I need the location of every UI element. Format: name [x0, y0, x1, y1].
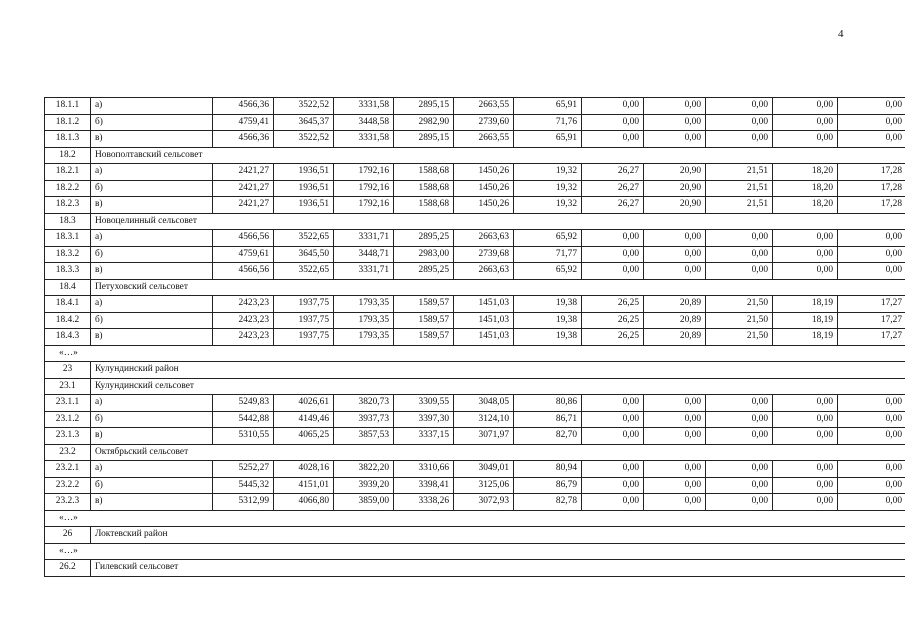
- value-cell: 5445,32: [213, 477, 274, 494]
- value-cell: 0,00: [706, 461, 773, 478]
- table-row: [45, 180, 905, 197]
- table-row: [45, 329, 905, 346]
- row-variant: а): [91, 296, 213, 313]
- row-variant: а): [91, 230, 213, 247]
- value-cell: 0,00: [644, 114, 706, 131]
- table-row: [45, 296, 905, 313]
- value-cell: 0,00: [773, 246, 838, 263]
- section-row: [45, 560, 905, 577]
- section-name: Новоцелинный сельсовет: [91, 213, 905, 230]
- value-cell: 3937,73: [334, 411, 394, 428]
- row-variant: б): [91, 246, 213, 263]
- value-cell: 3049,01: [454, 461, 514, 478]
- value-cell: 20,90: [644, 164, 706, 181]
- value-cell: 3331,71: [334, 230, 394, 247]
- value-cell: 86,71: [514, 411, 582, 428]
- value-cell: 0,00: [838, 263, 905, 280]
- section-name: Октябрьский сельсовет: [91, 444, 905, 461]
- value-cell: 0,00: [644, 494, 706, 511]
- value-cell: 3048,05: [454, 395, 514, 412]
- value-cell: 0,00: [838, 477, 905, 494]
- value-cell: 3859,00: [334, 494, 394, 511]
- table-row: [45, 114, 905, 131]
- value-cell: 1937,75: [274, 296, 334, 313]
- value-cell: 0,00: [838, 230, 905, 247]
- value-cell: 2663,63: [454, 230, 514, 247]
- section-row: [45, 362, 905, 379]
- section-name: Кулундинский сельсовет: [91, 378, 905, 395]
- value-cell: 1793,35: [334, 329, 394, 346]
- value-cell: 0,00: [706, 477, 773, 494]
- value-cell: 3071,97: [454, 428, 514, 445]
- value-cell: 21,50: [706, 296, 773, 313]
- value-cell: 2739,60: [454, 114, 514, 131]
- value-cell: 0,00: [838, 114, 905, 131]
- row-code: 23.1.1: [45, 395, 91, 412]
- value-cell: 0,00: [706, 230, 773, 247]
- ellipsis-text: «…»: [45, 543, 905, 560]
- value-cell: 0,00: [706, 494, 773, 511]
- value-cell: 1936,51: [274, 164, 334, 181]
- value-cell: 3398,41: [394, 477, 454, 494]
- table-row: [45, 494, 905, 511]
- section-row: [45, 378, 905, 395]
- row-code: 18.4.1: [45, 296, 91, 313]
- value-cell: 65,92: [514, 230, 582, 247]
- value-cell: 26,27: [582, 180, 644, 197]
- value-cell: 19,32: [514, 164, 582, 181]
- row-code: 18.3.2: [45, 246, 91, 263]
- row-variant: в): [91, 329, 213, 346]
- value-cell: 17,28: [838, 180, 905, 197]
- value-cell: 1450,26: [454, 197, 514, 214]
- row-variant: а): [91, 98, 213, 115]
- value-cell: 0,00: [706, 395, 773, 412]
- value-cell: 3331,58: [334, 131, 394, 148]
- value-cell: 18,19: [773, 312, 838, 329]
- value-cell: 0,00: [582, 246, 644, 263]
- value-cell: 2423,23: [213, 296, 274, 313]
- value-cell: 0,00: [838, 395, 905, 412]
- value-cell: 21,51: [706, 180, 773, 197]
- value-cell: 4151,01: [274, 477, 334, 494]
- section-row: [45, 444, 905, 461]
- value-cell: 19,32: [514, 180, 582, 197]
- row-code: 23.1.3: [45, 428, 91, 445]
- tariff-table: [44, 97, 905, 577]
- value-cell: 0,00: [644, 230, 706, 247]
- value-cell: 65,92: [514, 263, 582, 280]
- value-cell: 2663,63: [454, 263, 514, 280]
- value-cell: 4566,36: [213, 131, 274, 148]
- value-cell: 0,00: [706, 98, 773, 115]
- ellipsis-text: «…»: [45, 345, 905, 362]
- value-cell: 0,00: [582, 494, 644, 511]
- value-cell: 0,00: [706, 428, 773, 445]
- row-variant: б): [91, 114, 213, 131]
- table-row: [45, 230, 905, 247]
- value-cell: 5252,27: [213, 461, 274, 478]
- value-cell: 4566,36: [213, 98, 274, 115]
- value-cell: 0,00: [644, 98, 706, 115]
- value-cell: 86,79: [514, 477, 582, 494]
- value-cell: 18,20: [773, 164, 838, 181]
- table-row: [45, 428, 905, 445]
- value-cell: 21,51: [706, 164, 773, 181]
- section-code: 23: [45, 362, 91, 379]
- table-row: [45, 461, 905, 478]
- row-code: 23.1.2: [45, 411, 91, 428]
- value-cell: 1451,03: [454, 329, 514, 346]
- table-row: [45, 477, 905, 494]
- value-cell: 5249,83: [213, 395, 274, 412]
- row-code: 18.2.2: [45, 180, 91, 197]
- value-cell: 0,00: [644, 395, 706, 412]
- value-cell: 20,89: [644, 312, 706, 329]
- value-cell: 18,19: [773, 296, 838, 313]
- value-cell: 26,25: [582, 329, 644, 346]
- section-name: Петуховский сельсовет: [91, 279, 905, 296]
- section-row: [45, 527, 905, 544]
- value-cell: 2421,27: [213, 197, 274, 214]
- value-cell: 80,86: [514, 395, 582, 412]
- row-variant: б): [91, 411, 213, 428]
- value-cell: 4566,56: [213, 230, 274, 247]
- page-number: 4: [838, 28, 844, 40]
- value-cell: 2423,23: [213, 312, 274, 329]
- value-cell: 1588,68: [394, 180, 454, 197]
- value-cell: 5310,55: [213, 428, 274, 445]
- value-cell: 4759,61: [213, 246, 274, 263]
- value-cell: 2895,25: [394, 263, 454, 280]
- section-name: Кулундинский район: [91, 362, 905, 379]
- row-variant: б): [91, 477, 213, 494]
- value-cell: 0,00: [773, 98, 838, 115]
- value-cell: 2895,15: [394, 98, 454, 115]
- value-cell: 3124,10: [454, 411, 514, 428]
- value-cell: 1451,03: [454, 296, 514, 313]
- row-variant: в): [91, 494, 213, 511]
- value-cell: 3645,50: [274, 246, 334, 263]
- value-cell: 3338,26: [394, 494, 454, 511]
- row-variant: в): [91, 197, 213, 214]
- value-cell: 0,00: [706, 411, 773, 428]
- value-cell: 0,00: [582, 395, 644, 412]
- table-row: [45, 131, 905, 148]
- value-cell: 1589,57: [394, 296, 454, 313]
- value-cell: 0,00: [838, 246, 905, 263]
- value-cell: 0,00: [582, 428, 644, 445]
- value-cell: 65,91: [514, 98, 582, 115]
- value-cell: 3337,15: [394, 428, 454, 445]
- row-variant: в): [91, 263, 213, 280]
- value-cell: 1792,16: [334, 164, 394, 181]
- section-code: 18.4: [45, 279, 91, 296]
- ellipsis-row: [45, 345, 905, 362]
- section-name: Локтевский район: [91, 527, 905, 544]
- value-cell: 0,00: [644, 461, 706, 478]
- value-cell: 0,00: [582, 461, 644, 478]
- row-code: 18.4.2: [45, 312, 91, 329]
- value-cell: 1588,68: [394, 164, 454, 181]
- row-variant: б): [91, 312, 213, 329]
- value-cell: 0,00: [644, 246, 706, 263]
- row-variant: а): [91, 395, 213, 412]
- section-name: Гилевский сельсовет: [91, 560, 905, 577]
- row-code: 23.2.3: [45, 494, 91, 511]
- value-cell: 0,00: [582, 477, 644, 494]
- value-cell: 3448,58: [334, 114, 394, 131]
- value-cell: 0,00: [582, 131, 644, 148]
- value-cell: 0,00: [706, 131, 773, 148]
- value-cell: 0,00: [644, 411, 706, 428]
- value-cell: 0,00: [582, 411, 644, 428]
- value-cell: 1450,26: [454, 164, 514, 181]
- value-cell: 20,89: [644, 296, 706, 313]
- row-code: 18.1.3: [45, 131, 91, 148]
- value-cell: 4759,41: [213, 114, 274, 131]
- ellipsis-row: [45, 510, 905, 527]
- value-cell: 17,27: [838, 312, 905, 329]
- value-cell: 0,00: [644, 428, 706, 445]
- value-cell: 0,00: [838, 461, 905, 478]
- value-cell: 5312,99: [213, 494, 274, 511]
- row-code: 18.2.1: [45, 164, 91, 181]
- ellipsis-text: «…»: [45, 510, 905, 527]
- row-code: 18.1.2: [45, 114, 91, 131]
- value-cell: 2421,27: [213, 164, 274, 181]
- value-cell: 21,51: [706, 197, 773, 214]
- value-cell: 0,00: [706, 263, 773, 280]
- value-cell: 0,00: [838, 131, 905, 148]
- value-cell: 21,50: [706, 312, 773, 329]
- value-cell: 1793,35: [334, 312, 394, 329]
- ellipsis-row: [45, 543, 905, 560]
- section-code: 26: [45, 527, 91, 544]
- row-variant: а): [91, 164, 213, 181]
- value-cell: 3125,06: [454, 477, 514, 494]
- value-cell: 0,00: [706, 114, 773, 131]
- section-row: [45, 279, 905, 296]
- value-cell: 4028,16: [274, 461, 334, 478]
- value-cell: 0,00: [773, 131, 838, 148]
- value-cell: 4149,46: [274, 411, 334, 428]
- value-cell: 3857,53: [334, 428, 394, 445]
- value-cell: 4566,56: [213, 263, 274, 280]
- value-cell: 1451,03: [454, 312, 514, 329]
- row-variant: в): [91, 131, 213, 148]
- value-cell: 1793,35: [334, 296, 394, 313]
- table-row: [45, 246, 905, 263]
- table-row: [45, 164, 905, 181]
- value-cell: 2663,55: [454, 131, 514, 148]
- value-cell: 20,90: [644, 180, 706, 197]
- value-cell: 4066,80: [274, 494, 334, 511]
- row-code: 18.3.3: [45, 263, 91, 280]
- table-body: [45, 98, 905, 577]
- row-variant: в): [91, 428, 213, 445]
- value-cell: 0,00: [773, 477, 838, 494]
- value-cell: 0,00: [644, 263, 706, 280]
- value-cell: 2423,23: [213, 329, 274, 346]
- value-cell: 0,00: [773, 411, 838, 428]
- row-code: 23.2.2: [45, 477, 91, 494]
- value-cell: 0,00: [773, 395, 838, 412]
- value-cell: 1589,57: [394, 329, 454, 346]
- table-row: [45, 411, 905, 428]
- value-cell: 18,20: [773, 180, 838, 197]
- value-cell: 0,00: [838, 411, 905, 428]
- value-cell: 2421,27: [213, 180, 274, 197]
- value-cell: 0,00: [644, 131, 706, 148]
- value-cell: 82,70: [514, 428, 582, 445]
- section-name: Новополтавский сельсовет: [91, 147, 905, 164]
- value-cell: 80,94: [514, 461, 582, 478]
- table-row: [45, 395, 905, 412]
- value-cell: 3397,30: [394, 411, 454, 428]
- value-cell: 3522,52: [274, 131, 334, 148]
- value-cell: 1937,75: [274, 312, 334, 329]
- value-cell: 1936,51: [274, 197, 334, 214]
- table-row: [45, 263, 905, 280]
- value-cell: 0,00: [582, 114, 644, 131]
- section-code: 23.2: [45, 444, 91, 461]
- value-cell: 19,32: [514, 197, 582, 214]
- value-cell: 0,00: [582, 230, 644, 247]
- section-code: 18.2: [45, 147, 91, 164]
- value-cell: 3820,73: [334, 395, 394, 412]
- value-cell: 0,00: [773, 114, 838, 131]
- value-cell: 17,28: [838, 164, 905, 181]
- section-code: 26.2: [45, 560, 91, 577]
- value-cell: 18,20: [773, 197, 838, 214]
- value-cell: 3939,20: [334, 477, 394, 494]
- value-cell: 3309,55: [394, 395, 454, 412]
- value-cell: 71,77: [514, 246, 582, 263]
- value-cell: 0,00: [838, 494, 905, 511]
- row-code: 23.2.1: [45, 461, 91, 478]
- value-cell: 18,19: [773, 329, 838, 346]
- value-cell: 3522,65: [274, 263, 334, 280]
- value-cell: 3072,93: [454, 494, 514, 511]
- value-cell: 0,00: [773, 428, 838, 445]
- row-code: 18.1.1: [45, 98, 91, 115]
- section-code: 23.1: [45, 378, 91, 395]
- value-cell: 3331,58: [334, 98, 394, 115]
- value-cell: 0,00: [773, 263, 838, 280]
- section-row: [45, 213, 905, 230]
- value-cell: 2982,90: [394, 114, 454, 131]
- value-cell: 19,38: [514, 296, 582, 313]
- value-cell: 1589,57: [394, 312, 454, 329]
- value-cell: 1936,51: [274, 180, 334, 197]
- table-row: [45, 312, 905, 329]
- value-cell: 71,76: [514, 114, 582, 131]
- row-code: 18.4.3: [45, 329, 91, 346]
- value-cell: 20,89: [644, 329, 706, 346]
- table-row: [45, 197, 905, 214]
- value-cell: 1588,68: [394, 197, 454, 214]
- value-cell: 17,28: [838, 197, 905, 214]
- row-code: 18.2.3: [45, 197, 91, 214]
- value-cell: 17,27: [838, 329, 905, 346]
- table-row: [45, 98, 905, 115]
- value-cell: 17,27: [838, 296, 905, 313]
- value-cell: 3310,66: [394, 461, 454, 478]
- value-cell: 19,38: [514, 329, 582, 346]
- value-cell: 1792,16: [334, 180, 394, 197]
- value-cell: 5442,88: [213, 411, 274, 428]
- value-cell: 2895,15: [394, 131, 454, 148]
- value-cell: 3522,52: [274, 98, 334, 115]
- value-cell: 26,25: [582, 296, 644, 313]
- section-code: 18.3: [45, 213, 91, 230]
- value-cell: 3522,65: [274, 230, 334, 247]
- row-variant: а): [91, 461, 213, 478]
- value-cell: 2895,25: [394, 230, 454, 247]
- value-cell: 3448,71: [334, 246, 394, 263]
- value-cell: 26,25: [582, 312, 644, 329]
- value-cell: 19,38: [514, 312, 582, 329]
- row-code: 18.3.1: [45, 230, 91, 247]
- row-variant: б): [91, 180, 213, 197]
- value-cell: 0,00: [773, 461, 838, 478]
- value-cell: 26,27: [582, 164, 644, 181]
- value-cell: 0,00: [838, 428, 905, 445]
- value-cell: 0,00: [644, 477, 706, 494]
- value-cell: 4065,25: [274, 428, 334, 445]
- value-cell: 2739,68: [454, 246, 514, 263]
- value-cell: 2983,00: [394, 246, 454, 263]
- value-cell: 3331,71: [334, 263, 394, 280]
- value-cell: 82,78: [514, 494, 582, 511]
- value-cell: 65,91: [514, 131, 582, 148]
- value-cell: 0,00: [582, 263, 644, 280]
- section-row: [45, 147, 905, 164]
- value-cell: 3645,37: [274, 114, 334, 131]
- value-cell: 4026,61: [274, 395, 334, 412]
- value-cell: 2663,55: [454, 98, 514, 115]
- value-cell: 20,90: [644, 197, 706, 214]
- value-cell: 0,00: [838, 98, 905, 115]
- value-cell: 21,50: [706, 329, 773, 346]
- value-cell: 0,00: [773, 494, 838, 511]
- value-cell: 1792,16: [334, 197, 394, 214]
- value-cell: 0,00: [582, 98, 644, 115]
- value-cell: 3822,20: [334, 461, 394, 478]
- value-cell: 1450,26: [454, 180, 514, 197]
- value-cell: 26,27: [582, 197, 644, 214]
- value-cell: 1937,75: [274, 329, 334, 346]
- value-cell: 0,00: [773, 230, 838, 247]
- value-cell: 0,00: [706, 246, 773, 263]
